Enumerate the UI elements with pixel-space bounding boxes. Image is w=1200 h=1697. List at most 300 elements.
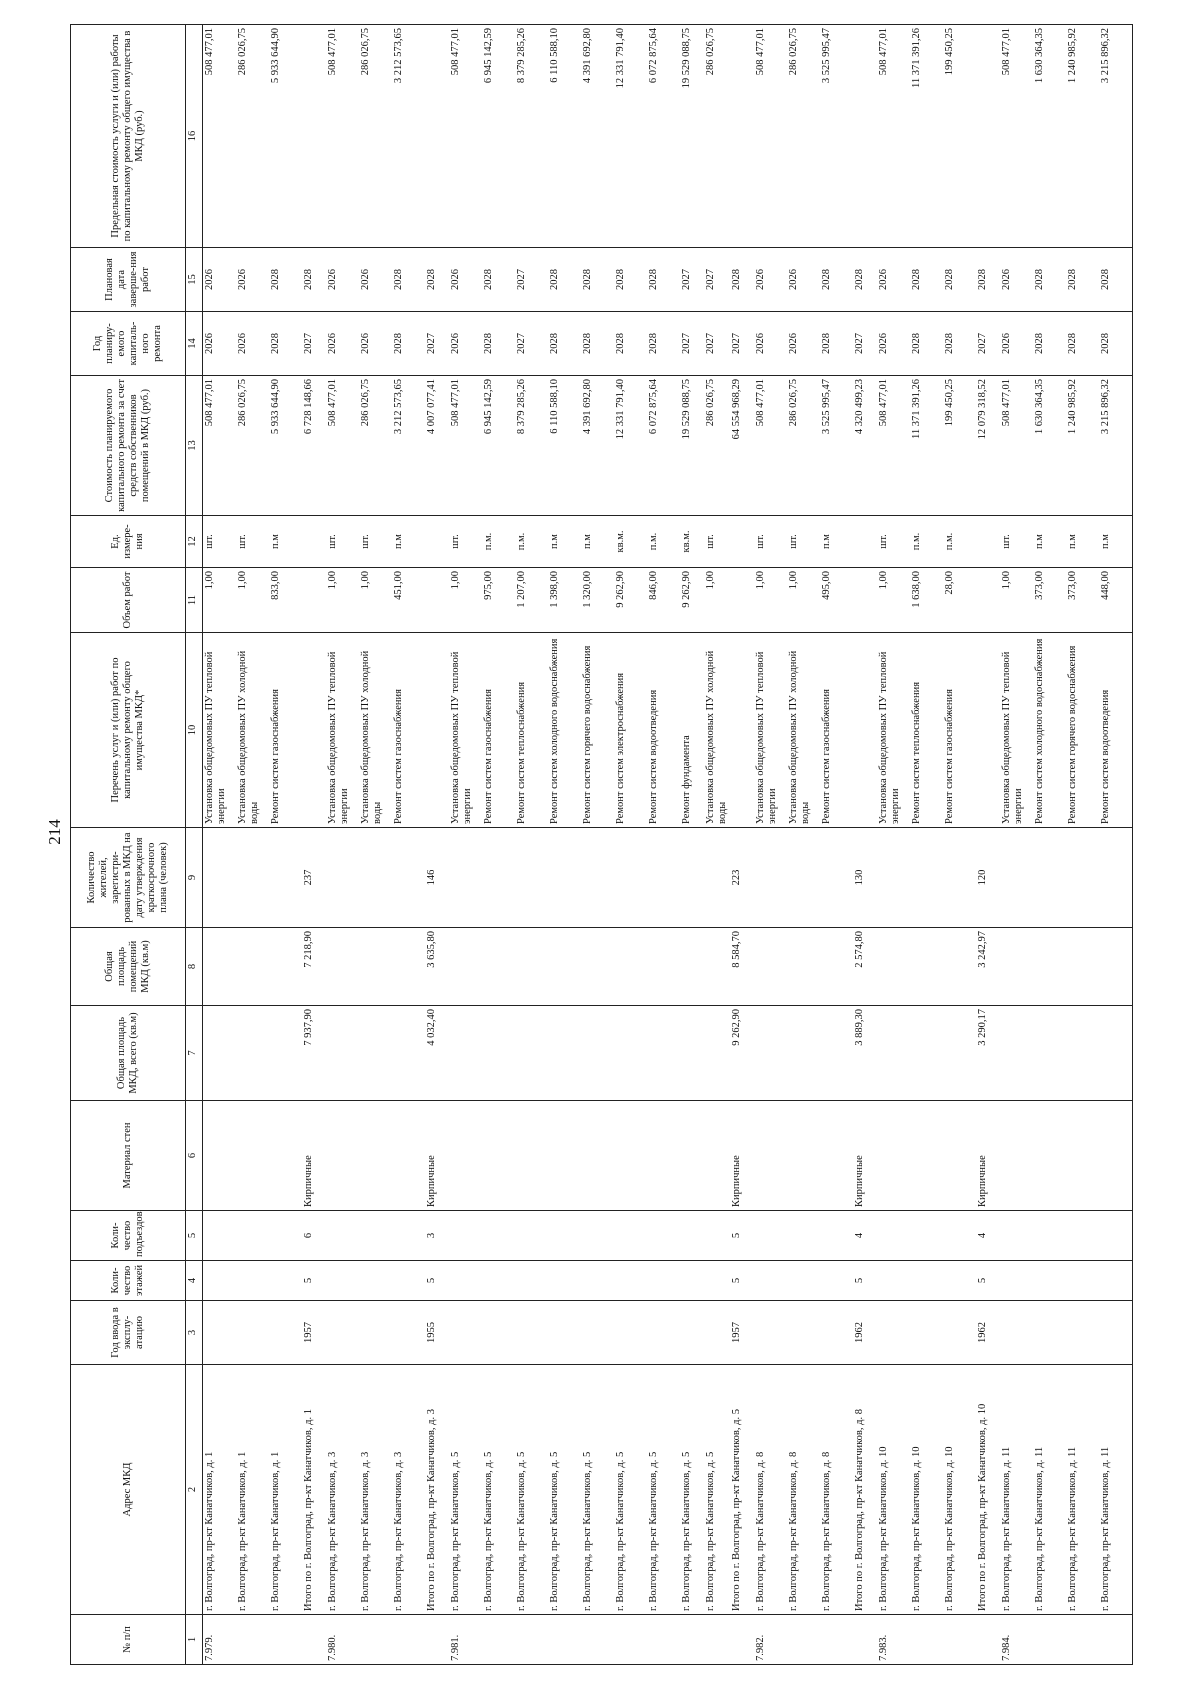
table-cell <box>787 928 820 1006</box>
table-cell: 3 242,97 <box>976 928 1000 1006</box>
table-cell: Ремонт систем газоснабжения <box>943 633 976 828</box>
table-cell: 508 477,01 <box>1000 376 1033 516</box>
column-header: Общая площадь помещений МКД (кв.м) <box>71 928 186 1006</box>
table-cell: 2027 <box>515 312 548 376</box>
column-number: 8 <box>186 928 203 1006</box>
table-cell <box>236 1301 269 1365</box>
table-cell: 2026 <box>754 312 787 376</box>
table-cell <box>704 1101 730 1211</box>
table-cell: 3 889,30 <box>853 1006 877 1101</box>
table-cell <box>1033 928 1066 1006</box>
table-cell: 3 635,80 <box>425 928 449 1006</box>
table-cell: 19 529 088,75 <box>680 376 704 516</box>
table-cell <box>1000 828 1033 928</box>
table-cell <box>787 1101 820 1211</box>
table-cell <box>425 516 449 568</box>
table-cell <box>1066 1301 1099 1365</box>
table-cell <box>614 1261 647 1301</box>
table-cell <box>236 928 269 1006</box>
column-header: Объем работ <box>71 568 186 633</box>
table-cell <box>515 1006 548 1101</box>
table-cell: Итого по г. Волгоград, пр-кт Канатчиков, д. 5 <box>730 1365 754 1615</box>
table-cell <box>877 1261 910 1301</box>
table-cell: 1,00 <box>326 568 359 633</box>
table-cell: 1 630 364,35 <box>1033 25 1066 248</box>
column-header: № п/п <box>71 1615 186 1665</box>
table-cell: 5 <box>425 1261 449 1301</box>
table-cell: 2028 <box>482 312 515 376</box>
table-cell <box>1033 1301 1066 1365</box>
table-cell: Ремонт фундамента <box>680 633 704 828</box>
column-number: 15 <box>186 248 203 312</box>
column-header: Перечень услуг и (или) работ по капитальному ремонту общего имущества МКД* <box>71 633 186 828</box>
page-number: 214 <box>45 819 64 845</box>
table-cell: 508 477,01 <box>449 25 482 248</box>
table-cell: 286 026,75 <box>704 25 730 248</box>
table-cell: 2027 <box>680 312 704 376</box>
table-cell <box>548 1301 581 1365</box>
table-row <box>1000 25 1033 1665</box>
table-cell <box>820 828 853 928</box>
table-cell <box>482 1006 515 1101</box>
table-cell: 508 477,01 <box>877 376 910 516</box>
table-cell: шт. <box>704 516 730 568</box>
table-cell <box>647 1615 680 1665</box>
table-row <box>877 25 910 1665</box>
column-number: 2 <box>186 1365 203 1615</box>
table-row <box>787 25 820 1665</box>
table-cell: 3 525 995,47 <box>820 25 853 248</box>
table-cell <box>269 1211 302 1261</box>
table-cell <box>392 828 425 928</box>
table-cell <box>704 1261 730 1301</box>
table-cell: 9 262,90 <box>614 568 647 633</box>
column-number: 5 <box>186 1211 203 1261</box>
table-cell <box>269 1615 302 1665</box>
table-cell: 2028 <box>548 248 581 312</box>
table-cell: 1,00 <box>754 568 787 633</box>
table-cell: 1,00 <box>359 568 392 633</box>
table-cell <box>1099 1211 1133 1261</box>
table-cell: Ремонт систем теплоснабжения <box>515 633 548 828</box>
table-cell: 2028 <box>1099 312 1133 376</box>
table-cell: 2028 <box>910 248 943 312</box>
table-cell <box>548 1261 581 1301</box>
table-cell <box>581 1261 614 1301</box>
table-cell <box>1000 1101 1033 1211</box>
table-cell <box>449 828 482 928</box>
table-cell <box>302 516 326 568</box>
table-cell <box>236 1006 269 1101</box>
table-cell <box>302 25 326 248</box>
table-row <box>754 25 787 1665</box>
table-cell <box>1000 1261 1033 1301</box>
table-cell: 286 026,75 <box>236 25 269 248</box>
table-cell <box>359 1211 392 1261</box>
table-cell <box>647 1006 680 1101</box>
table-cell <box>820 1006 853 1101</box>
table-cell <box>704 1301 730 1365</box>
table-cell: 12 079 318,52 <box>976 376 1000 516</box>
table-cell: Установка общедомовых ПУ холодной воды <box>704 633 730 828</box>
table-cell <box>877 1301 910 1365</box>
table-cell <box>704 1615 730 1665</box>
table-row-compact <box>704 25 730 1665</box>
table-cell: п.м. <box>647 516 680 568</box>
table-cell: Ремонт систем холодного водоснабжения <box>548 633 581 828</box>
column-header: Ед. измере-ния <box>71 516 186 568</box>
table-cell <box>269 1101 302 1211</box>
table-cell <box>269 828 302 928</box>
table-cell: 1 240 985,92 <box>1066 25 1099 248</box>
table-cell <box>754 1301 787 1365</box>
table-cell <box>326 1301 359 1365</box>
table-cell: 5 <box>853 1261 877 1301</box>
table-cell <box>203 1261 237 1301</box>
table-cell <box>614 1006 647 1101</box>
column-header: Предельная стоимость услуги и (или) работы по капитальному ремонту общего имущества в МКД (руб.) <box>71 25 186 248</box>
table-cell <box>269 1301 302 1365</box>
table-cell: 451,00 <box>392 568 425 633</box>
table-cell <box>943 1261 976 1301</box>
table-cell: Ремонт систем водоотведения <box>647 633 680 828</box>
table-cell: 2028 <box>976 248 1000 312</box>
table-cell <box>1099 928 1133 1006</box>
table-cell: 373,00 <box>1033 568 1066 633</box>
table-cell: 5 933 644,90 <box>269 25 302 248</box>
table-cell: 2027 <box>730 312 754 376</box>
table-cell: 2028 <box>943 312 976 376</box>
table-cell: г. Волгоград, пр-кт Канатчиков, д. 8 <box>754 1365 787 1615</box>
table-cell: г. Волгоград, пр-кт Канатчиков, д. 1 <box>236 1365 269 1615</box>
column-number: 12 <box>186 516 203 568</box>
table-cell <box>680 1006 704 1101</box>
column-header: Материал стен <box>71 1101 186 1211</box>
table-cell <box>730 633 754 828</box>
table-cell: 2028 <box>853 248 877 312</box>
column-header: Общая площадь МКД, всего (кв.м) <box>71 1006 186 1101</box>
table-cell: Кирпичные <box>425 1101 449 1211</box>
table-cell: Ремонт систем холодного водоснабжения <box>1033 633 1066 828</box>
column-number: 9 <box>186 828 203 928</box>
column-header: Адрес МКД <box>71 1365 186 1615</box>
table-cell: 508 477,01 <box>203 376 237 516</box>
table-cell: 2027 <box>704 312 730 376</box>
table-cell <box>449 1101 482 1211</box>
table-cell <box>704 928 730 1006</box>
table-cell: 5 <box>730 1211 754 1261</box>
table-cell: 7 937,90 <box>302 1006 326 1101</box>
table-cell <box>910 1006 943 1101</box>
table-cell: 2028 <box>614 248 647 312</box>
table-cell: 120 <box>976 828 1000 928</box>
table-cell <box>1066 1261 1099 1301</box>
table-cell <box>203 1211 237 1261</box>
table-cell: 6 728 148,66 <box>302 376 326 516</box>
table-cell: 286 026,75 <box>787 376 820 516</box>
table-cell: 1 638,00 <box>910 568 943 633</box>
table-cell <box>581 1301 614 1365</box>
table-cell: 11 371 391,26 <box>910 376 943 516</box>
table-cell <box>614 828 647 928</box>
table-cell <box>392 1006 425 1101</box>
table-cell <box>1033 1615 1066 1665</box>
table-cell <box>730 516 754 568</box>
table-cell: г. Волгоград, пр-кт Канатчиков, д. 3 <box>359 1365 392 1615</box>
table-cell: 2026 <box>877 312 910 376</box>
table-cell: Кирпичные <box>853 1101 877 1211</box>
table-cell <box>787 1261 820 1301</box>
table-cell: 1,00 <box>449 568 482 633</box>
table-cell <box>943 1301 976 1365</box>
table-cell <box>425 1615 449 1665</box>
table-cell: 3 212 573,65 <box>392 25 425 248</box>
table-cell <box>548 1615 581 1665</box>
column-number: 13 <box>186 376 203 516</box>
table-cell: 2026 <box>787 248 820 312</box>
table-cell <box>704 828 730 928</box>
table-cell <box>910 928 943 1006</box>
table-cell: Ремонт систем водоотведения <box>1099 633 1133 828</box>
table-cell <box>820 1615 853 1665</box>
table-cell: 12 331 791,40 <box>614 25 647 248</box>
table-row <box>647 25 680 1665</box>
table-cell <box>1099 828 1133 928</box>
table-cell: п.м. <box>943 516 976 568</box>
table-cell <box>1000 1301 1033 1365</box>
table-cell: Итого по г. Волгоград, пр-кт Канатчиков, д. 1 <box>302 1365 326 1615</box>
table-cell: Установка общедомовых ПУ холодной воды <box>787 633 820 828</box>
table-cell <box>392 1615 425 1665</box>
table-cell: Установка общедомовых ПУ тепловой энергии <box>754 633 787 828</box>
table-cell <box>425 25 449 248</box>
table-cell <box>449 1261 482 1301</box>
table-cell <box>482 1301 515 1365</box>
table-cell: г. Волгоград, пр-кт Канатчиков, д. 5 <box>482 1365 515 1615</box>
table-cell: Ремонт систем электроснабжения <box>614 633 647 828</box>
table-cell <box>754 1101 787 1211</box>
table-cell <box>359 1006 392 1101</box>
table-cell <box>853 633 877 828</box>
table-cell: Установка общедомовых ПУ тепловой энергии <box>326 633 359 828</box>
table-cell <box>581 1211 614 1261</box>
table-cell: 2028 <box>1033 248 1066 312</box>
table-cell <box>1066 1211 1099 1261</box>
table-cell: г. Волгоград, пр-кт Канатчиков, д. 1 <box>269 1365 302 1615</box>
table-cell: 2028 <box>820 248 853 312</box>
table-cell <box>910 1211 943 1261</box>
column-number: 4 <box>186 1261 203 1301</box>
table-cell: Итого по г. Волгоград, пр-кт Канатчиков, д. 10 <box>976 1365 1000 1615</box>
column-number: 1 <box>186 1615 203 1665</box>
table-cell <box>754 1006 787 1101</box>
table-cell <box>1000 1006 1033 1101</box>
table-cell: 833,00 <box>269 568 302 633</box>
table-cell: 508 477,01 <box>326 25 359 248</box>
table-row-compact <box>302 25 326 1665</box>
table-cell <box>581 1615 614 1665</box>
table-cell: 9 262,90 <box>730 1006 754 1101</box>
table-cell: 2026 <box>449 312 482 376</box>
table-cell: 130 <box>853 828 877 928</box>
table-cell: 2028 <box>820 312 853 376</box>
table-cell <box>820 1301 853 1365</box>
column-header: Год ввода в эксплу-атацию <box>71 1301 186 1365</box>
table-cell <box>1099 1101 1133 1211</box>
table-cell: 1957 <box>730 1301 754 1365</box>
table-cell: г. Волгоград, пр-кт Канатчиков, д. 8 <box>820 1365 853 1615</box>
table-cell <box>449 1301 482 1365</box>
table-cell <box>302 633 326 828</box>
table-cell <box>236 1261 269 1301</box>
table-cell: 5 <box>730 1261 754 1301</box>
table-cell <box>730 25 754 248</box>
table-cell <box>548 1006 581 1101</box>
table-cell <box>449 1006 482 1101</box>
table-cell: 19 529 088,75 <box>680 25 704 248</box>
table-cell: г. Волгоград, пр-кт Канатчиков, д. 8 <box>787 1365 820 1615</box>
table-cell: 2028 <box>482 248 515 312</box>
table-cell: 4 <box>976 1211 1000 1261</box>
table-cell <box>1099 1261 1133 1301</box>
table-cell <box>482 1101 515 1211</box>
table-cell: Установка общедомовых ПУ холодной воды <box>236 633 269 828</box>
table-cell <box>203 828 237 928</box>
table-row <box>1099 25 1133 1665</box>
table-cell <box>203 1006 237 1101</box>
table-cell <box>392 1211 425 1261</box>
table-cell: 2028 <box>647 248 680 312</box>
table-cell <box>787 1211 820 1261</box>
table-cell: 5 933 644,90 <box>269 376 302 516</box>
table-cell <box>976 568 1000 633</box>
table-cell: 2026 <box>203 312 237 376</box>
table-cell: 2028 <box>943 248 976 312</box>
table-cell <box>647 828 680 928</box>
table-cell <box>203 1101 237 1211</box>
table-cell: 508 477,01 <box>1000 25 1033 248</box>
table-cell <box>581 828 614 928</box>
table-cell: г. Волгоград, пр-кт Канатчиков, д. 3 <box>326 1365 359 1615</box>
table-cell <box>853 1615 877 1665</box>
table-cell: 373,00 <box>1066 568 1099 633</box>
table-cell <box>236 828 269 928</box>
table-cell: шт. <box>203 516 237 568</box>
table-cell <box>1066 928 1099 1006</box>
table-row <box>482 25 515 1665</box>
table-cell: 8 584,70 <box>730 928 754 1006</box>
table-cell: 1,00 <box>787 568 820 633</box>
table-cell: 2026 <box>326 312 359 376</box>
table-header <box>71 25 203 1665</box>
table-row <box>820 25 853 1665</box>
table-cell <box>359 1101 392 1211</box>
table-cell <box>647 1301 680 1365</box>
table-cell: 9 262,90 <box>680 568 704 633</box>
table-cell <box>1099 1301 1133 1365</box>
table-cell <box>482 828 515 928</box>
table-cell: 3 212 573,65 <box>392 376 425 516</box>
table-cell: 6 110 588,10 <box>548 25 581 248</box>
table-cell <box>482 1211 515 1261</box>
table-cell <box>680 1615 704 1665</box>
table-cell <box>976 633 1000 828</box>
table-cell <box>359 828 392 928</box>
column-header: Коли-чество подъездов <box>71 1211 186 1261</box>
table-cell: 6 945 142,59 <box>482 376 515 516</box>
table-cell <box>359 1615 392 1665</box>
table-cell <box>326 828 359 928</box>
table-cell: 146 <box>425 828 449 928</box>
column-number: 7 <box>186 1006 203 1101</box>
table-cell <box>820 1101 853 1211</box>
table-cell <box>1066 1006 1099 1101</box>
table-cell: шт. <box>787 516 820 568</box>
table-cell <box>680 1101 704 1211</box>
table-cell: 2028 <box>581 248 614 312</box>
table-cell: Кирпичные <box>976 1101 1000 1211</box>
table-cell: 4 391 692,80 <box>581 25 614 248</box>
table-cell: 2027 <box>425 312 449 376</box>
table-cell <box>680 1301 704 1365</box>
table-cell: 5 <box>302 1261 326 1301</box>
table-cell: Установка общедомовых ПУ тепловой энергии <box>449 633 482 828</box>
table-cell: шт. <box>236 516 269 568</box>
table-cell <box>302 1615 326 1665</box>
table-cell <box>326 928 359 1006</box>
table-cell: 2027 <box>680 248 704 312</box>
table-cell: 199 450,25 <box>943 376 976 516</box>
table-cell: 7.984. <box>1000 1615 1033 1665</box>
table-cell: 1962 <box>853 1301 877 1365</box>
table-cell: Кирпичные <box>730 1101 754 1211</box>
table-cell <box>754 828 787 928</box>
table-cell: п.м <box>392 516 425 568</box>
capital-repair-table <box>70 24 1133 1665</box>
table-cell <box>425 568 449 633</box>
table-cell: 2026 <box>236 248 269 312</box>
table-cell <box>515 1301 548 1365</box>
table-cell <box>581 1101 614 1211</box>
table-cell <box>910 1615 943 1665</box>
table-cell: г. Волгоград, пр-кт Канатчиков, д. 5 <box>548 1365 581 1615</box>
table-cell: 2026 <box>236 312 269 376</box>
table-cell <box>730 1615 754 1665</box>
table-cell <box>1033 1006 1066 1101</box>
table-cell: 286 026,75 <box>359 25 392 248</box>
table-cell: г. Волгоград, пр-кт Канатчиков, д. 11 <box>1000 1365 1033 1615</box>
table-cell: 7.980. <box>326 1615 359 1665</box>
table-row-compact <box>730 25 754 1665</box>
table-cell: г. Волгоград, пр-кт Канатчиков, д. 5 <box>704 1365 730 1615</box>
table-cell: 286 026,75 <box>787 25 820 248</box>
table-cell: 8 379 285,26 <box>515 25 548 248</box>
column-number: 6 <box>186 1101 203 1211</box>
table-cell <box>392 1101 425 1211</box>
table-cell: п.м. <box>910 516 943 568</box>
table-cell: 508 477,01 <box>203 25 237 248</box>
table-cell <box>548 828 581 928</box>
table-cell <box>326 1101 359 1211</box>
table-cell <box>449 928 482 1006</box>
table-cell: Установка общедомовых ПУ холодной воды <box>359 633 392 828</box>
table-cell: 1 320,00 <box>581 568 614 633</box>
table-cell: 7.981. <box>449 1615 482 1665</box>
table-cell: 1 630 364,35 <box>1033 376 1066 516</box>
table-row <box>910 25 943 1665</box>
table-cell <box>943 1615 976 1665</box>
table-cell: 3 <box>425 1211 449 1261</box>
